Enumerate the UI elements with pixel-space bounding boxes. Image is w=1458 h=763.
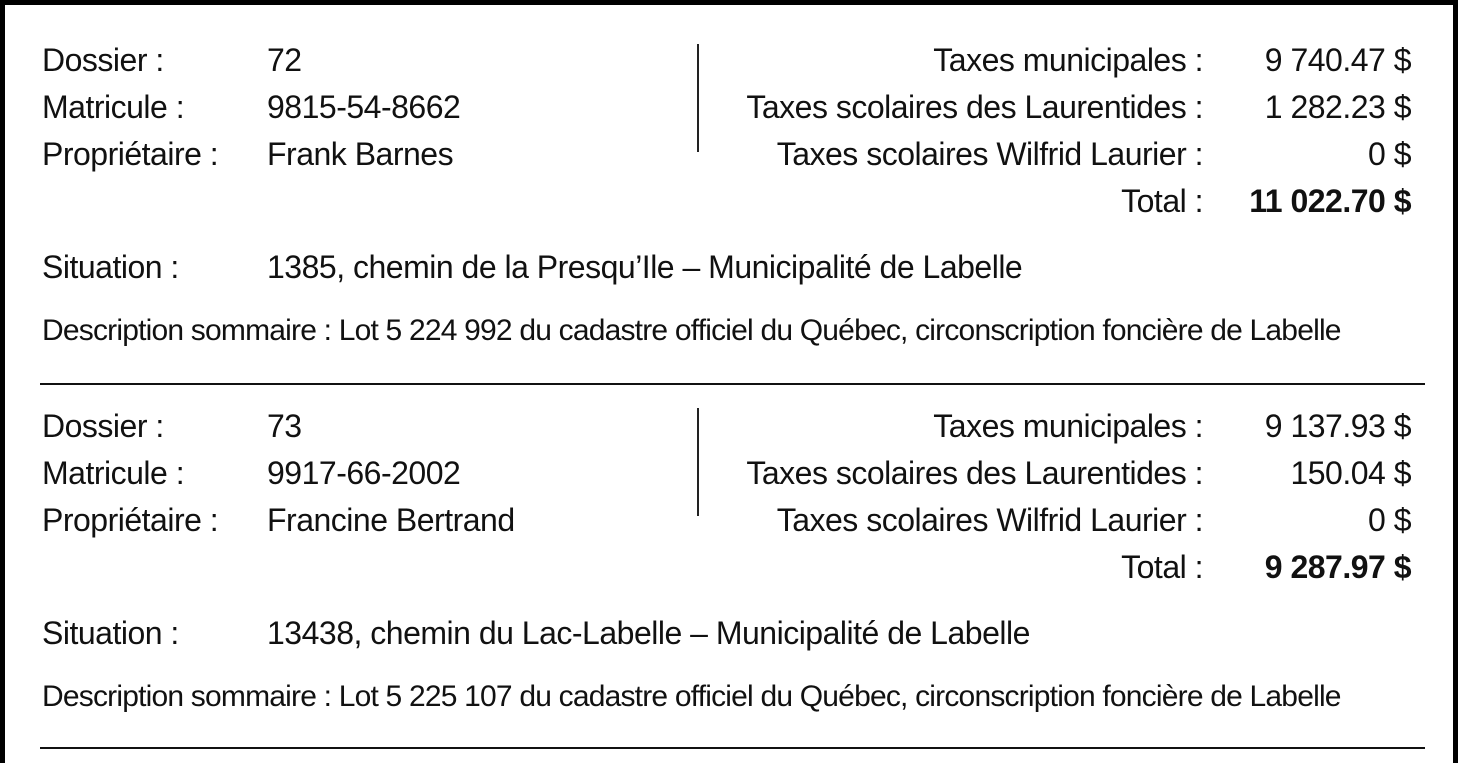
record-separator [40,747,1425,749]
situation-value: 1385, chemin de la Presqu’Ile – Municipalité de Labelle [267,249,1023,285]
dossier-value: 73 [267,408,302,444]
taxes-wilfrid-label: Taxes scolaires Wilfrid Laurier : [776,136,1203,172]
matricule-label: Matricule : [42,455,185,491]
taxes-wilfrid-label: Taxes scolaires Wilfrid Laurier : [776,502,1203,538]
proprietaire-value: Francine Bertrand [267,502,515,538]
situation-label: Situation : [42,249,179,285]
taxes-laurentides-value: 150.04 $ [1290,455,1411,491]
matricule-value: 9917-66-2002 [267,455,461,491]
total-label: Total : [1121,549,1203,585]
property-record [0,366,1458,732]
proprietaire-label: Propriétaire : [42,136,219,172]
column-divider [697,408,699,516]
total-label: Total : [1121,183,1203,219]
taxes-municipales-value: 9 740.47 $ [1264,42,1411,78]
total-value: 9 287.97 $ [1264,549,1411,585]
situation-label: Situation : [42,615,179,651]
taxes-municipales-label: Taxes municipales : [933,42,1203,78]
taxes-laurentides-label: Taxes scolaires des Laurentides : [746,89,1203,125]
dossier-value: 72 [267,42,302,78]
description-text: Description sommaire : Lot 5 225 107 du cadastre officiel du Québec, circonscription foncière de Labelle [42,680,1341,713]
taxes-laurentides-label: Taxes scolaires des Laurentides : [746,455,1203,491]
taxes-municipales-value: 9 137.93 $ [1264,408,1411,444]
matricule-value: 9815-54-8662 [267,89,461,125]
taxes-wilfrid-value: 0 $ [1368,136,1411,172]
description-text: Description sommaire : Lot 5 224 992 du cadastre officiel du Québec, circonscription foncière de Labelle [42,314,1341,347]
dossier-label: Dossier : [42,42,164,78]
column-divider [697,44,699,152]
proprietaire-value: Frank Barnes [267,136,454,172]
dossier-label: Dossier : [42,408,164,444]
total-value: 11 022.70 $ [1249,183,1411,219]
taxes-laurentides-value: 1 282.23 $ [1264,89,1411,125]
taxes-municipales-label: Taxes municipales : [933,408,1203,444]
proprietaire-label: Propriétaire : [42,502,219,538]
property-record [0,0,1458,366]
matricule-label: Matricule : [42,89,185,125]
taxes-wilfrid-value: 0 $ [1368,502,1411,538]
situation-value: 13438, chemin du Lac-Labelle – Municipalité de Labelle [267,615,1030,651]
